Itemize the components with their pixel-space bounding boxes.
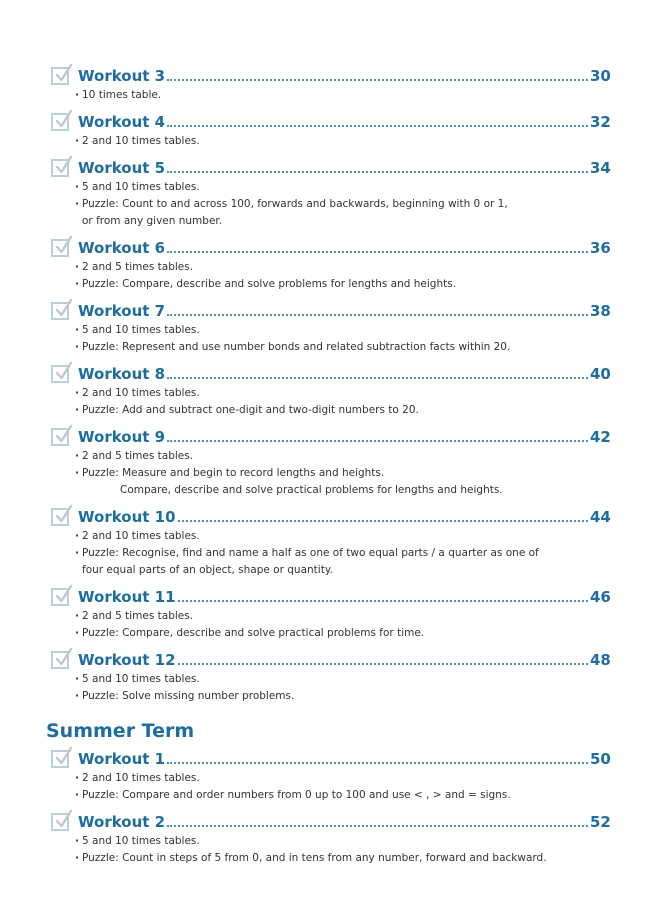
bullet-text: · Puzzle: Add and subtract one-digit and two-digit numbers to 20. <box>82 404 419 416</box>
page-number: 32 <box>590 113 611 131</box>
toc-entry <box>48 299 610 356</box>
bullet-text: · 2 and 5 times tables. <box>82 261 194 273</box>
toc-entry-heading[interactable] <box>48 156 610 178</box>
bullet-text: · 2 and 10 times tables. <box>82 530 200 542</box>
bullet-text: · Puzzle: Count to and across 100, forwards and backwards, beginning with 0 or 1, <box>82 198 508 210</box>
page-number: 50 <box>590 750 611 768</box>
dot-leader <box>167 825 588 827</box>
toc-entry <box>48 425 610 499</box>
toc-entry-heading[interactable] <box>48 810 610 832</box>
toc-entry <box>48 236 610 293</box>
checkbox-checked-icon[interactable] <box>51 588 69 606</box>
bullet-item <box>75 688 610 705</box>
checkbox-checked-icon[interactable] <box>51 750 69 768</box>
checkbox-checked-icon[interactable] <box>51 365 69 383</box>
toc-entry <box>48 747 610 804</box>
bullet-text: · 2 and 5 times tables. <box>82 450 194 462</box>
bullet-text: · Puzzle: Represent and use number bonds and related subtraction facts within 20. <box>82 341 511 353</box>
toc-entry <box>48 505 610 579</box>
bullet-text: · 5 and 10 times tables. <box>82 835 200 847</box>
section-heading: Summer Term <box>46 720 195 742</box>
toc-entry <box>48 810 610 867</box>
dot-leader <box>167 440 588 442</box>
bullet-item <box>75 402 610 419</box>
toc-entry-heading[interactable] <box>48 362 610 384</box>
workout-details <box>48 133 610 150</box>
bullet-item <box>75 833 610 850</box>
page-number: 42 <box>590 428 611 446</box>
dot-leader <box>167 171 588 173</box>
workout-details <box>48 770 610 804</box>
workout-title: Workout 11 <box>78 588 176 606</box>
workout-title: Workout 5 <box>78 159 166 177</box>
page-number: 34 <box>590 159 611 177</box>
bullet-text: · Puzzle: Measure and begin to record lengths and heights. <box>82 467 385 479</box>
bullet-text: · Puzzle: Compare, describe and solve problems for lengths and heights. <box>82 278 457 290</box>
bullet-text: · 2 and 10 times tables. <box>82 387 200 399</box>
toc-entry-heading[interactable] <box>48 110 610 132</box>
bullet-item <box>75 787 610 804</box>
checkbox-checked-icon[interactable] <box>51 67 69 85</box>
bullet-item <box>75 528 610 545</box>
toc-entry-heading[interactable] <box>48 236 610 258</box>
toc-entry <box>48 64 610 104</box>
bullet-text: · Puzzle: Solve missing number problems. <box>82 690 295 702</box>
workout-title: Workout 6 <box>78 239 166 257</box>
bullet-item <box>75 196 610 230</box>
bullet-item <box>75 671 610 688</box>
workout-title: Workout 8 <box>78 365 166 383</box>
bullet-item <box>75 770 610 787</box>
bullet-text: or from any given number. <box>82 215 223 227</box>
workout-details <box>48 385 610 419</box>
bullet-item <box>75 339 610 356</box>
bullet-item <box>75 259 610 276</box>
page-number: 36 <box>590 239 611 257</box>
workout-title: Workout 7 <box>78 302 166 320</box>
toc-entry-heading[interactable] <box>48 747 610 769</box>
bullet-item <box>75 133 610 150</box>
toc-entry-heading[interactable] <box>48 585 610 607</box>
page-number: 40 <box>590 365 611 383</box>
page-number: 52 <box>590 813 611 831</box>
dot-leader <box>178 520 588 522</box>
page-number: 38 <box>590 302 611 320</box>
dot-leader <box>167 762 588 764</box>
toc-entry-heading[interactable] <box>48 64 610 86</box>
checkbox-checked-icon[interactable] <box>51 159 69 177</box>
checkbox-checked-icon[interactable] <box>51 113 69 131</box>
bullet-text: · 2 and 10 times tables. <box>82 772 200 784</box>
bullet-item <box>75 608 610 625</box>
workout-details <box>48 322 610 356</box>
bullet-item <box>75 322 610 339</box>
checkbox-checked-icon[interactable] <box>51 302 69 320</box>
bullet-text: · 5 and 10 times tables. <box>82 673 200 685</box>
dot-leader <box>167 314 588 316</box>
bullet-text: · 2 and 10 times tables. <box>82 135 200 147</box>
bullet-item <box>75 276 610 293</box>
bullet-text: · Puzzle: Compare and order numbers from 0 up to 100 and use < , > and = signs. <box>82 789 511 801</box>
page-number: 44 <box>590 508 611 526</box>
table-of-contents <box>48 64 610 873</box>
bullet-text: · Puzzle: Count in steps of 5 from 0, and in tens from any number, forward and backward. <box>82 852 547 864</box>
bullet-item <box>75 179 610 196</box>
toc-entry <box>48 362 610 419</box>
workout-title: Workout 10 <box>78 508 176 526</box>
bullet-text: · 2 and 5 times tables. <box>82 610 194 622</box>
dot-leader <box>178 663 588 665</box>
bullet-text: · 10 times table. <box>82 89 162 101</box>
toc-entry-heading[interactable] <box>48 648 610 670</box>
dot-leader <box>167 79 588 81</box>
workout-details <box>48 259 610 293</box>
workout-details <box>48 671 610 705</box>
bullet-text: · 5 and 10 times tables. <box>82 324 200 336</box>
bullet-item <box>75 465 610 499</box>
workout-details <box>48 87 610 104</box>
workout-details <box>48 179 610 230</box>
dot-leader <box>178 600 588 602</box>
checkbox-checked-icon[interactable] <box>51 428 69 446</box>
checkbox-checked-icon[interactable] <box>51 508 69 526</box>
bullet-item <box>75 448 610 465</box>
toc-entry-heading[interactable] <box>48 299 610 321</box>
bullet-item <box>75 87 610 104</box>
checkbox-checked-icon[interactable] <box>51 813 69 831</box>
bullet-text: · Puzzle: Recognise, find and name a half as one of two equal parts / a quarter as one of <box>82 547 539 559</box>
workout-title: Workout 9 <box>78 428 166 446</box>
workout-title: Workout 12 <box>78 651 176 669</box>
bullet-item <box>75 545 610 579</box>
dot-leader <box>167 377 588 379</box>
workout-title: Workout 1 <box>78 750 166 768</box>
dot-leader <box>167 251 588 253</box>
bullet-text: Compare, describe and solve practical problems for lengths and heights. <box>120 484 503 496</box>
bullet-item <box>75 850 610 867</box>
workout-details <box>48 528 610 579</box>
toc-entry <box>48 648 610 705</box>
page-number: 46 <box>590 588 611 606</box>
toc-entry <box>48 585 610 642</box>
toc-entry-heading[interactable] <box>48 425 610 447</box>
toc-entry-heading[interactable] <box>48 505 610 527</box>
checkbox-checked-icon[interactable] <box>51 239 69 257</box>
bullet-text: · Puzzle: Compare, describe and solve practical problems for time. <box>82 627 425 639</box>
bullet-text: four equal parts of an object, shape or quantity. <box>82 564 333 576</box>
workout-title: Workout 4 <box>78 113 166 131</box>
dot-leader <box>167 125 588 127</box>
workout-details <box>48 448 610 499</box>
workout-details <box>48 833 610 867</box>
checkbox-checked-icon[interactable] <box>51 651 69 669</box>
workout-title: Workout 3 <box>78 67 166 85</box>
toc-entry <box>48 156 610 230</box>
page-number: 30 <box>590 67 611 85</box>
workout-title: Workout 2 <box>78 813 166 831</box>
bullet-text: · 5 and 10 times tables. <box>82 181 200 193</box>
workout-details <box>48 608 610 642</box>
bullet-item <box>75 625 610 642</box>
toc-entry <box>48 110 610 150</box>
page-number: 48 <box>590 651 611 669</box>
bullet-item <box>75 385 610 402</box>
